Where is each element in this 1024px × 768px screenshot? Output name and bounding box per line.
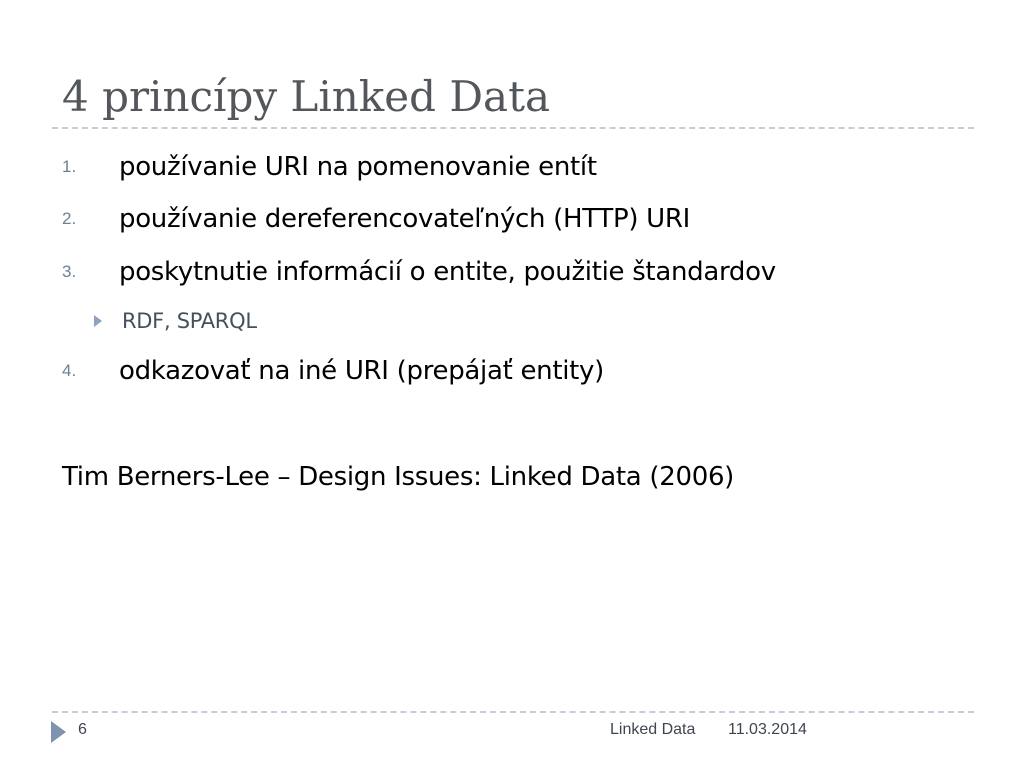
triangle-arrow-icon (51, 721, 66, 743)
list-item (0, 145, 1024, 189)
list-item-number: 2. (62, 209, 77, 228)
sub-list-item (0, 302, 1024, 340)
triangle-bullet-icon (94, 315, 102, 327)
footer-page-number: 6 (78, 721, 87, 738)
list-item-text: používanie URI na pomenovanie entít (119, 152, 597, 182)
footer-date: 11.03.2014 (728, 721, 807, 738)
title-divider (52, 127, 974, 129)
list-item-number: 1. (62, 157, 77, 176)
list-item (0, 250, 1024, 294)
list-item (0, 197, 1024, 241)
list-item (0, 349, 1024, 393)
sub-list-item-text: RDF, SPARQL (122, 309, 257, 333)
list-item-text: používanie dereferencovateľných (HTTP) URI (119, 204, 691, 234)
citation: Tim Berners-Lee – Design Issues: Linked Data (2006) (62, 462, 735, 492)
list-item-text: poskytnutie informácií o entite, použitie štandardov (119, 257, 776, 287)
slide-title: 4 princípy Linked Data (62, 72, 550, 121)
list-item-number: 4. (62, 361, 77, 380)
footer-divider (52, 711, 974, 713)
footer-title: Linked Data (610, 721, 696, 738)
list-item-text: odkazovať na iné URI (prepájať entity) (119, 356, 604, 386)
list-item-number: 3. (62, 262, 77, 281)
